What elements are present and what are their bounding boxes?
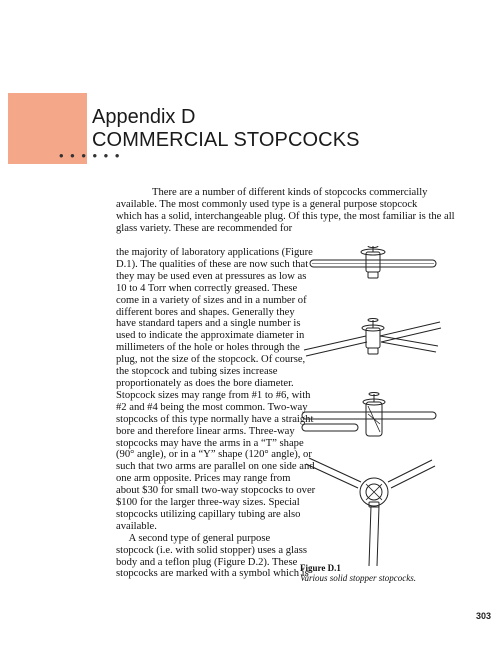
two-way-stopcock-icon [310,246,436,278]
page-number: 303 [475,611,491,621]
text-line: come in a variety of sizes and in a number of [116,294,307,306]
text-line: body and a teflon plug (Figure D.2). These [116,556,298,568]
text-line: which has a solid, interchangeable plug. Of this type, the most familiar is the all [116,210,455,222]
text-line: the stopcock and tubing sizes increase [116,366,278,378]
text-line: A second type of general purpose [116,532,271,544]
text-line: stopcocks are marked with a symbol which is [116,568,309,580]
chapter-title: COMMERCIAL STOPCOCKS [92,129,360,151]
text-line: available. The most commonly used type is a general purpose stopcock [116,198,418,210]
text-line: #2 and #4 being the most common. Two-way [116,401,308,413]
text-line: they may be used even at pressures as low as [116,270,307,282]
text-line: one arm opposite. Prices may range from [116,473,291,485]
text-line: such that two arms are parallel on one side and [116,461,315,473]
y-stopcock-icon [306,458,435,566]
intro-paragraph [116,187,453,235]
text-line: stopcocks of this type normally have a straight [116,413,314,425]
text-line: the majority of laboratory applications (Figure [116,247,313,258]
text-line: millimeters of the hole or holes through the [116,342,300,354]
text-line: available. [116,520,157,532]
text-line: plug, not the size of the stopcock. Of course, [116,354,306,366]
figure-label: Figure D.1 [300,563,341,573]
text-line: There are a number of different kinds of stopcocks commercially [152,187,428,198]
text-line: about $30 for small two-way stopcocks to over [116,485,316,497]
text-line: different bores and shapes. Generally they [116,306,295,318]
chapter-label: Appendix D [92,106,196,128]
text-line: have standard tapers and a single number is [116,318,301,330]
column-paragraph [116,247,316,580]
text-line: stopcocks may have the arms in a “T” shape [116,437,304,449]
figure-caption [300,563,460,583]
text-line: proportionately as does the bore diameter. [116,377,294,389]
text-line: stopcocks utilizing capillary tubing are also [116,508,301,520]
text-line: 10 to 4 Torr when correctly greased. These [116,282,298,294]
figure-caption-text: Various solid stopper stopcocks. [300,573,416,583]
text-line: D.1). The qualities of these are now such that [116,258,309,270]
text-line: Stopcock sizes may range from #1 to #6, with [116,389,311,401]
decorative-dots: • • • • • • [59,148,121,163]
text-line: glass variety. These are recommended for [116,222,293,234]
text-line: used to indicate the approximate diameter in [116,330,305,342]
parallel-arm-stopcock-icon [302,393,436,437]
angled-stopcock-icon [304,319,441,357]
text-line: $100 for the larger three-way sizes. Special [116,497,300,509]
text-line: stopcock (i.e. with solid stopper) uses a glass [116,544,307,556]
stopcock-figure [298,246,444,576]
text-line: bore and therefore linear arms. Three-way [116,425,295,437]
text-line: (90° angle), or in a “Y” shape (120° angle), or [116,449,312,461]
